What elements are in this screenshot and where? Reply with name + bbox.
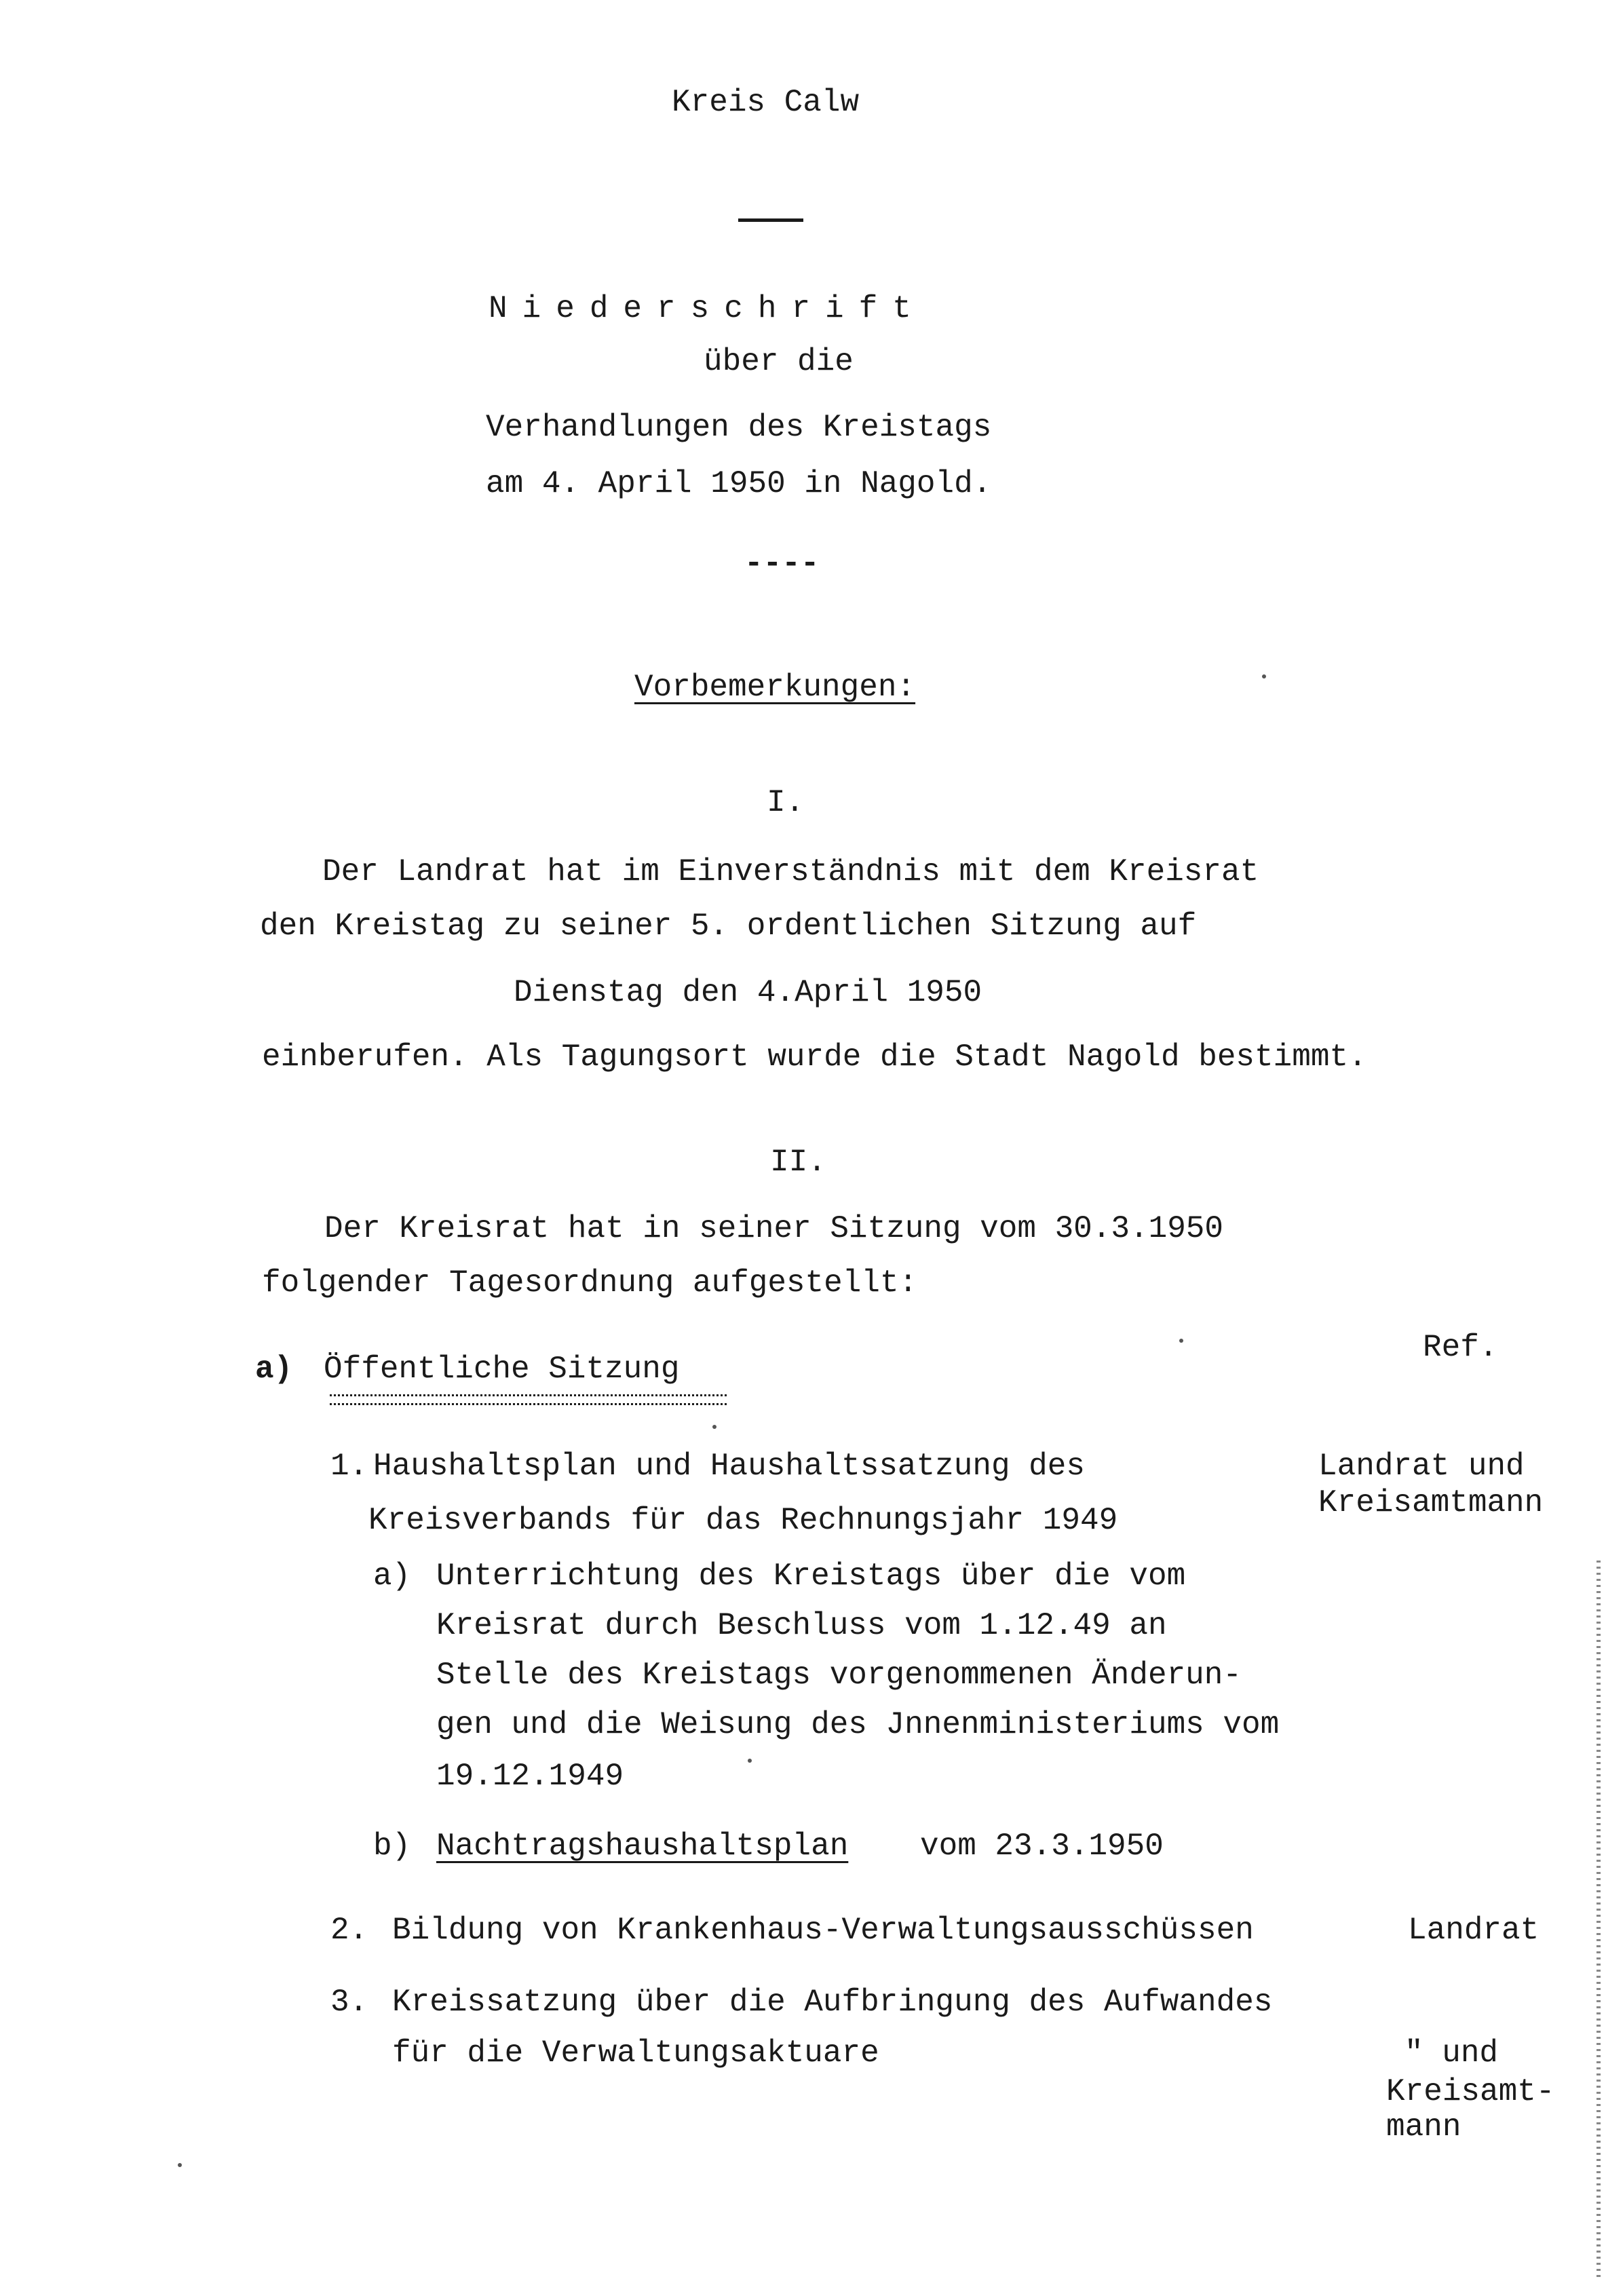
agenda-item-1a-line-4: gen und die Weisung des Jnnenministeriums vom: [436, 1707, 1280, 1742]
section-2-line-1: Der Kreisrat hat in seiner Sitzung vom 30.3.1950: [324, 1211, 1224, 1246]
section-2-line-2: folgender Tagesordnung aufgestellt:: [262, 1265, 918, 1301]
section-1-line-4: einberufen. Als Tagungsort wurde die Stadt Nagold bestimmt.: [262, 1039, 1367, 1075]
agenda-item-3-ref-3: mann: [1386, 2109, 1461, 2145]
agenda-item-1a-line-1: Unterrichtung des Kreistags über die vom: [436, 1558, 1186, 1594]
agenda-item-2-number: 2.: [330, 1913, 368, 1948]
part-a-double-underline: [330, 1394, 727, 1405]
scan-speck: [1262, 674, 1266, 678]
agenda-item-1a-label: a): [373, 1558, 411, 1594]
section-1-line-3: Dienstag den 4.April 1950: [514, 975, 982, 1010]
scan-speck: [178, 2163, 182, 2167]
agenda-item-3-line-1: Kreissatzung über die Aufbringung des Aufwandes: [392, 1985, 1273, 2020]
document-subtitle-3: am 4. April 1950 in Nagold.: [486, 466, 992, 501]
section-1-numeral: I.: [767, 785, 805, 820]
agenda-item-1a-line-3: Stelle des Kreistags vorgenommenen Änderun-: [436, 1658, 1242, 1693]
agenda-item-1b-date: vom 23.3.1950: [920, 1829, 1164, 1864]
document-title: Niederschrift: [489, 291, 926, 326]
preface-heading: Vorbemerkungen:: [634, 670, 916, 705]
section-1-line-2: den Kreistag zu seiner 5. ordentlichen Sitzung auf: [260, 908, 1197, 944]
header-divider-1: [738, 218, 803, 222]
agenda-item-1b-title: Nachtragshaushaltsplan: [436, 1829, 849, 1864]
agenda-item-1-ref-2: Kreisamtmann: [1318, 1485, 1544, 1520]
agenda-item-3-ref-2: Kreisamt-: [1386, 2074, 1555, 2109]
reference-column-heading: Ref.: [1423, 1330, 1498, 1365]
section-1-line-1: Der Landrat hat im Einverständnis mit dem Kreisrat: [322, 854, 1259, 889]
agenda-item-2-ref: Landrat: [1408, 1913, 1540, 1948]
agenda-item-3-number: 3.: [330, 1985, 368, 2020]
scan-speck: [1179, 1339, 1183, 1343]
agenda-item-2-text: Bildung von Krankenhaus-Verwaltungsausschüssen: [392, 1913, 1254, 1948]
scan-edge-shadow: [1597, 1561, 1601, 2280]
scan-speck: [748, 1759, 752, 1763]
agenda-item-1-line-1: Haushaltsplan und Haushaltssatzung des: [373, 1449, 1085, 1484]
agenda-item-1a-line-2: Kreisrat durch Beschluss vom 1.12.49 an: [436, 1608, 1167, 1643]
part-a-label: a): [255, 1352, 293, 1387]
agenda-item-1-ref-1: Landrat und: [1318, 1449, 1525, 1484]
document-subtitle-2: Verhandlungen des Kreistags: [486, 410, 992, 445]
header-divider-2: ----: [744, 546, 820, 581]
agenda-item-1a-line-5: 19.12.1949: [436, 1759, 624, 1794]
section-2-numeral: II.: [770, 1145, 826, 1180]
agenda-item-3-line-2: für die Verwaltungsaktuare: [392, 2035, 879, 2071]
part-a-title: Öffentliche Sitzung: [324, 1352, 680, 1387]
agenda-item-1-number: 1.: [330, 1449, 368, 1484]
agenda-item-3-ref-1: " und: [1404, 2035, 1499, 2071]
agenda-item-1b-label: b): [373, 1829, 411, 1864]
scan-speck: [712, 1425, 716, 1429]
district-name: Kreis Calw: [672, 85, 860, 120]
document-subtitle-1: über die: [704, 344, 854, 379]
agenda-item-1-line-2: Kreisverbands für das Rechnungsjahr 1949: [368, 1503, 1118, 1538]
